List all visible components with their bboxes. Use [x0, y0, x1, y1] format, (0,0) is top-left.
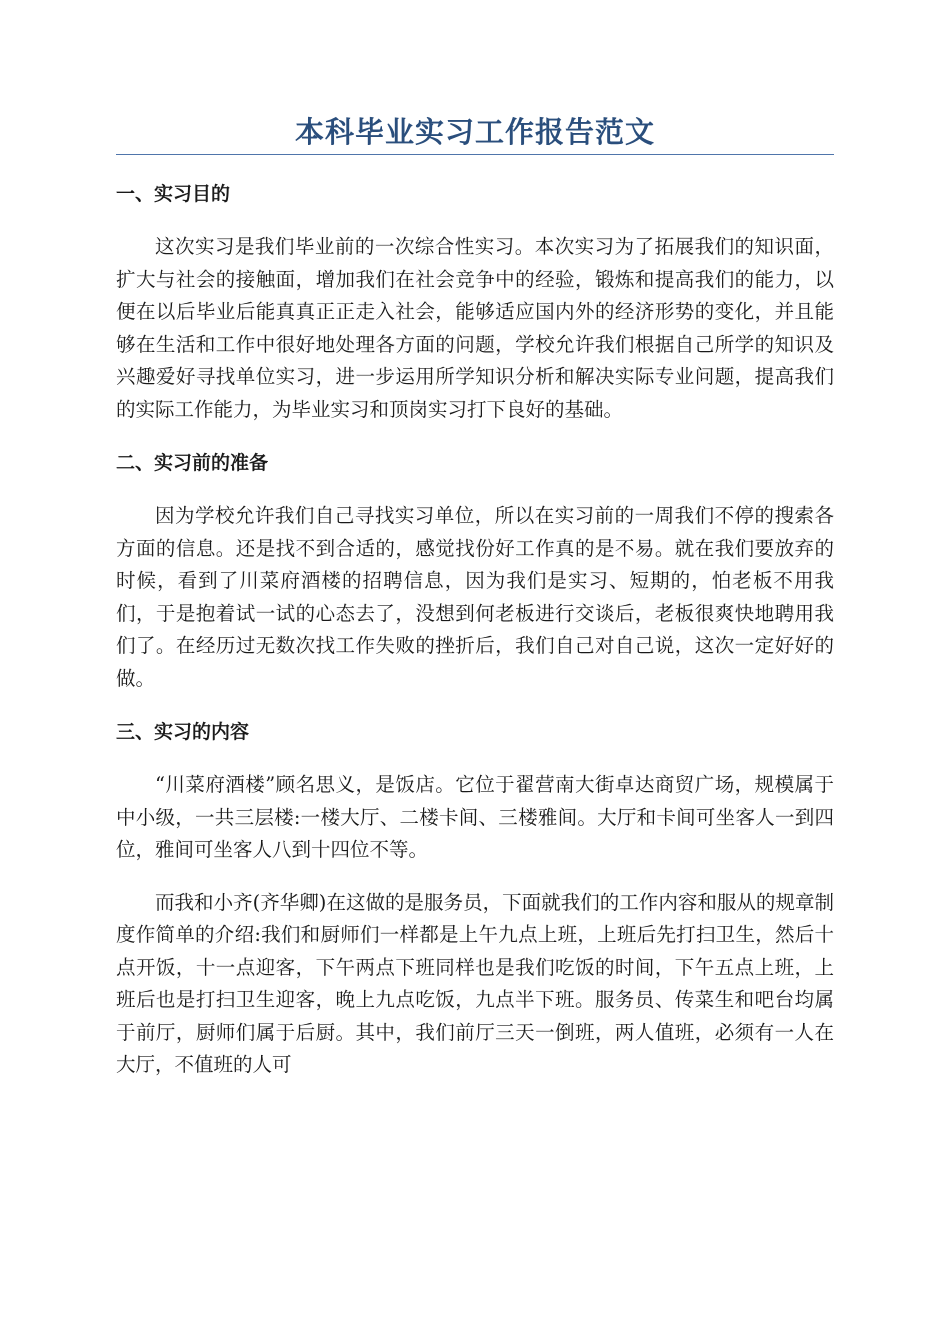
- document-page: [116, 110, 834, 1082]
- section-content: [116, 715, 834, 1082]
- section-preparation: [116, 446, 834, 695]
- section-purpose: [116, 177, 834, 426]
- document-title: 本科毕业实习工作报告范文: [294, 115, 655, 149]
- section-heading-purpose: 一、实习目的: [116, 183, 231, 205]
- paragraph-purpose: 这次实习是我们毕业前的一次综合性实习。本次实习为了拓展我们的知识面，扩大与社会的接触面，增加我们在社会竞争中的经验，锻炼和提高我们的能力，以便在以后毕业后能真真正正走入社会，能够适应国内外的经济形势的变化，并且能够在生活和工作中很好地处理各方面的问题，学校允许我们根据自己所学的知识及兴趣爱好寻找单位实习，进一步运用所学知识分析和解决实际专业问题，提高我们的实际工作能力，为毕业实习和顶岗实习打下良好的基础。: [116, 235, 834, 421]
- section-heading-preparation: 二、实习前的准备: [116, 452, 269, 474]
- paragraph-restaurant-intro: “川菜府酒楼”顾名思义，是饭店。它位于翟营南大街卓达商贸广场，规模属于中小级，一共三层楼:一楼大厅、二楼卡间、三楼雅间。大厅和卡间可坐客人一到四位，雅间可坐客人八到十四位不等。: [116, 773, 834, 861]
- paragraph-preparation: 因为学校允许我们自己寻找实习单位，所以在实习前的一周我们不停的搜索各方面的信息。还是找不到合适的，感觉找份好工作真的是不易。就在我们要放弃的时候，看到了川菜府酒楼的招聘信息，因为我们是实习、短期的，怕老板不用我们，于是抱着试一试的心态去了，没想到何老板进行交谈后，老板很爽快地聘用我们了。在经历过无数次找工作失败的挫折后，我们自己对自己说，这次一定好好的做。: [116, 504, 834, 690]
- title-underline: [116, 154, 834, 155]
- paragraph-work-details: 而我和小齐(齐华卿)在这做的是服务员，下面就我们的工作内容和服从的规章制度作简单的介绍:我们和厨师们一样都是上午九点上班，上班后先打扫卫生，然后十点开饭，十一点迎客，下午两点下班同样也是我们吃饭的时间，下午五点上班，上班后也是打扫卫生迎客，晚上九点吃饭，九点半下班。服务员、传菜生和吧台均属于前厅，厨师们属于后厨。其中，我们前厅三天一倒班，两人值班，必须有一人在大厅，不值班的人可: [116, 890, 834, 1076]
- section-heading-content: 三、实习的内容: [116, 721, 250, 743]
